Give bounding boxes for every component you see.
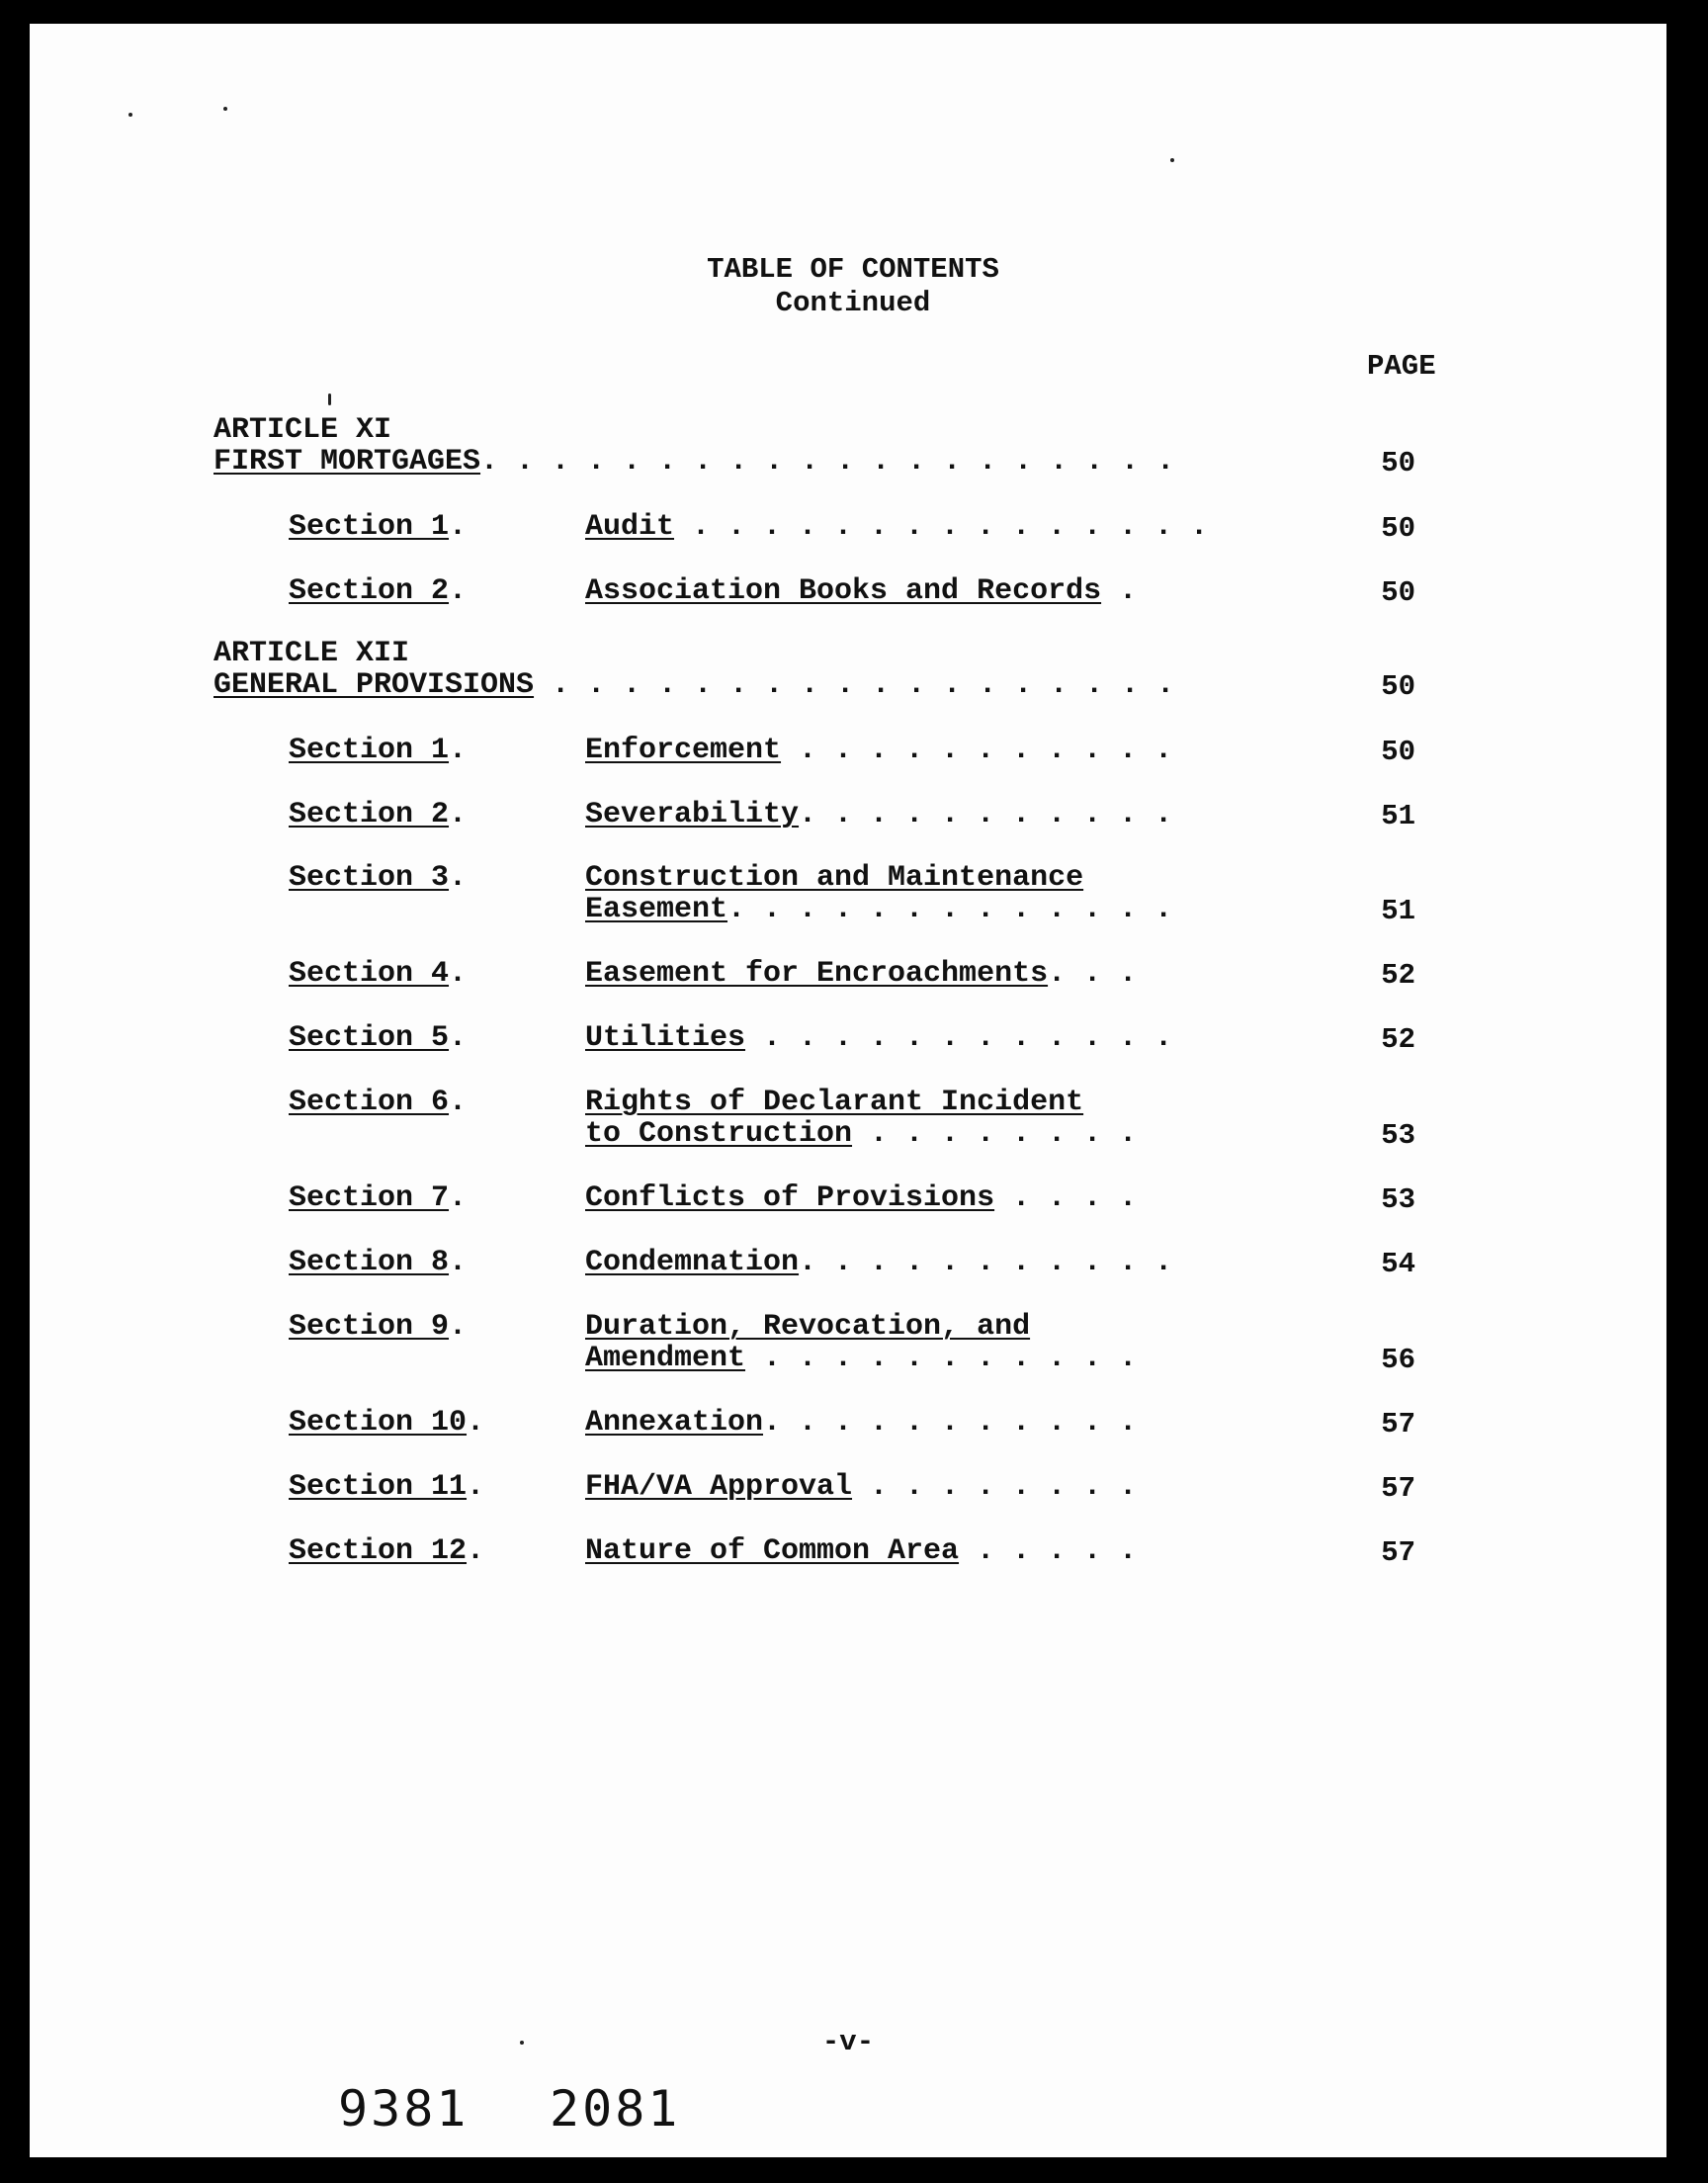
page-number: 50 [1381, 670, 1415, 703]
section-title-row [585, 1311, 1030, 1343]
section-label: Section 4 [289, 957, 450, 991]
section-title-row: Condemnation. . . . . . . . . . . [585, 1246, 1173, 1279]
article-title: GENERAL PROVISIONS [214, 668, 535, 702]
article-number: ARTICLE XI [214, 413, 392, 447]
section-label: Section 7 [289, 1181, 450, 1215]
section-label: Section 12 [289, 1534, 468, 1568]
section-title-row: Enforcement . . . . . . . . . . . [585, 734, 1173, 767]
section-label: Section 1 [289, 510, 450, 544]
page-number: 50 [1381, 576, 1415, 609]
section-title: Association Books and Records [585, 574, 1102, 608]
page-number: 53 [1381, 1119, 1415, 1152]
page-number: 57 [1381, 1472, 1415, 1505]
section-label: Section 1 [289, 734, 450, 767]
section-label: Section 2 [289, 798, 450, 831]
section-label-row: Section 7. [289, 1181, 468, 1215]
section-title-row: to Construction . . . . . . . . [585, 1117, 1138, 1151]
article-title-row [214, 446, 1174, 478]
section-label: Section 11 [289, 1470, 468, 1504]
section-title-row: Annexation. . . . . . . . . . . [585, 1406, 1138, 1440]
section-label-row: Section 9. [289, 1310, 468, 1344]
section-title: Audit [585, 510, 675, 544]
page-number: 57 [1381, 1536, 1415, 1569]
section-label-row: Section 3. [289, 861, 468, 895]
page-number: 52 [1381, 1023, 1415, 1056]
section-title: Enforcement [585, 734, 782, 767]
toc-title-block [30, 253, 1666, 320]
section-title-row: Amendment . . . . . . . . . . . [585, 1342, 1138, 1375]
section-title: Condemnation [585, 1246, 800, 1279]
section-title: Nature of Common Area [585, 1534, 960, 1568]
section-title: Rights of Declarant Incident [585, 1086, 1084, 1119]
section-label: Section 9 [289, 1310, 450, 1344]
page-number: 50 [1381, 736, 1415, 768]
section-label: Section 8 [289, 1246, 450, 1279]
section-title-row: Audit . . . . . . . . . . . . . . . [585, 510, 1209, 544]
article-title-row [214, 669, 1174, 701]
section-title-row [585, 1087, 1083, 1118]
page-footer-number: -v- [821, 2026, 875, 2058]
section-label-row: Section 2. [289, 798, 468, 831]
page-number: 51 [1381, 895, 1415, 927]
section-title-row: Easement for Encroachments. . . [585, 957, 1138, 991]
document-page [30, 24, 1666, 2157]
page-number: 52 [1381, 959, 1415, 992]
toc-title: TABLE OF CONTENTS [707, 253, 999, 286]
dot-leader: . . . . . . . . . . . . . . . . . . . . [480, 445, 1175, 479]
dot-leader: . . . . . . . . . . . . . . . . . . [534, 668, 1175, 702]
section-label-row: Section 5. [289, 1021, 468, 1055]
section-title: FHA/VA Approval [585, 1470, 853, 1504]
section-label: Section 5 [289, 1021, 450, 1055]
article-number: ARTICLE XII [214, 637, 410, 670]
section-title-row: Conflicts of Provisions . . . . [585, 1181, 1138, 1215]
section-label-row: Section 2. [289, 574, 468, 608]
section-label-row: Section 1. [289, 734, 468, 767]
scan-speck [128, 113, 132, 117]
section-label: Section 3 [289, 861, 450, 895]
scan-speck [520, 2041, 524, 2045]
section-title-row: Nature of Common Area . . . . . [585, 1534, 1138, 1568]
section-label: Section 2 [289, 574, 450, 608]
section-title-continued: Easement [585, 893, 728, 926]
section-label: Section 10 [289, 1406, 468, 1440]
scan-speck [1170, 158, 1174, 162]
section-title-row: Severability. . . . . . . . . . . [585, 798, 1173, 831]
section-title-continued: Amendment [585, 1342, 746, 1375]
section-title-row: Easement. . . . . . . . . . . . . [585, 893, 1173, 926]
section-title: Duration, Revocation, and [585, 1310, 1031, 1344]
page-number: 50 [1381, 512, 1415, 545]
section-label-row: Section 6. [289, 1086, 468, 1119]
page-number: 54 [1381, 1248, 1415, 1280]
section-title-row: Utilities . . . . . . . . . . . . [585, 1021, 1173, 1055]
page-column-header: PAGE [1367, 350, 1436, 383]
section-title: Annexation [585, 1406, 764, 1440]
section-title: Conflicts of Provisions [585, 1181, 995, 1215]
article-title: FIRST MORTGAGES [214, 445, 481, 479]
section-title: Construction and Maintenance [585, 861, 1084, 895]
page-number: 51 [1381, 800, 1415, 832]
page-number: 53 [1381, 1183, 1415, 1216]
document-stamp-right: 2081 [550, 2080, 681, 2138]
page-number: 50 [1381, 447, 1415, 480]
toc-subtitle: Continued [775, 287, 931, 319]
section-label-row: Section 8. [289, 1246, 468, 1279]
scan-speck [328, 393, 331, 405]
section-title-row [585, 862, 1083, 894]
section-label-row: Section 12. [289, 1534, 485, 1568]
section-title-row: FHA/VA Approval . . . . . . . . [585, 1470, 1138, 1504]
section-label-row: Section 10. [289, 1406, 485, 1440]
page-number: 57 [1381, 1408, 1415, 1441]
section-title-continued: to Construction [585, 1117, 853, 1151]
section-label-row: Section 11. [289, 1470, 485, 1504]
section-label-row: Section 1. [289, 510, 468, 544]
page-number: 56 [1381, 1344, 1415, 1376]
section-label: Section 6 [289, 1086, 450, 1119]
section-label-row: Section 4. [289, 957, 468, 991]
section-title: Easement for Encroachments [585, 957, 1049, 991]
section-title-row: Association Books and Records . [585, 574, 1138, 608]
scan-speck [223, 107, 227, 111]
section-title: Severability [585, 798, 800, 831]
document-stamp-left: 9381 [338, 2080, 470, 2138]
section-title: Utilities [585, 1021, 746, 1055]
